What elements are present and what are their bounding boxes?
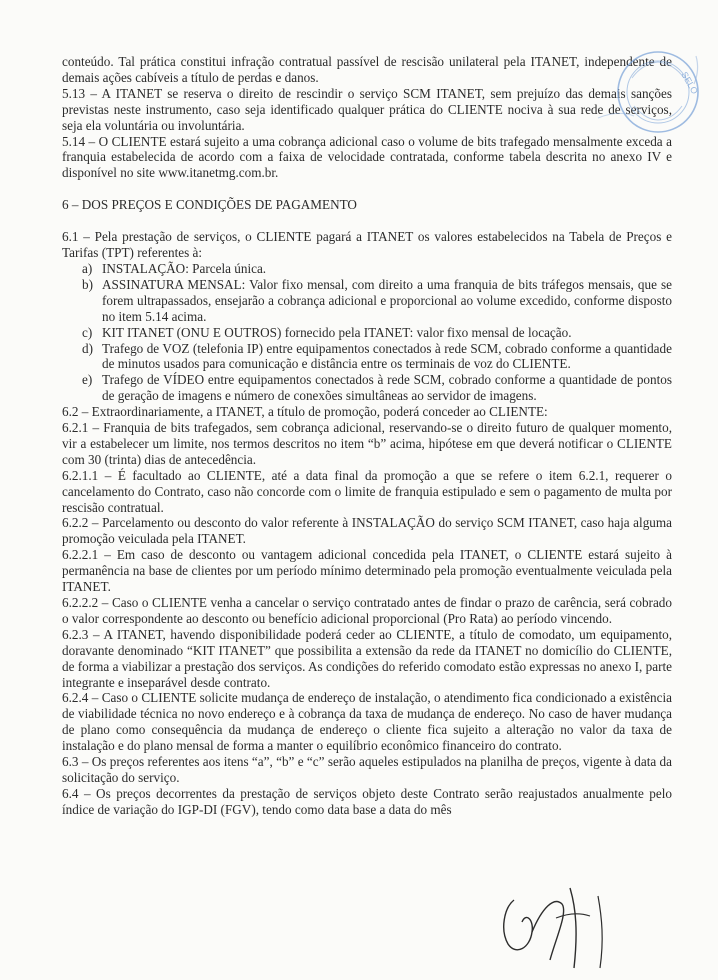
paragraph-6-1: 6.1 – Pela prestação de serviços, o CLIENTE pagará a ITANET os valores estabelecidos na Tabela de Preços e Tarifas (TPT) referentes à:: [62, 229, 672, 261]
paragraph-5-14: 5.14 – O CLIENTE estará sujeito a uma cobrança adicional caso o volume de bits trafegado mensalmente exceda a franquia estabelecida de acordo com a faixa de velocidade contratada, conforme tabela descrita no anexo IV e disponível no site www.itanetmg.com.br.: [62, 133, 672, 181]
list-marker: d): [82, 340, 93, 356]
list-item-text: ASSINATURA MENSAL: Valor fixo mensal, com direito a uma franquia de bits tráfegos mensais, que se forem ultrapassados, ensejarão a cobrança adicional e proporcional ao volume excedido, conforme disposto no item 5.14 acima.: [102, 276, 672, 324]
list-marker: a): [82, 260, 93, 276]
list-item: [62, 341, 672, 373]
paragraph-6-2-2: 6.2.2 – Parcelamento ou desconto do valor referente à INSTALAÇÃO do serviço SCM ITANET, caso haja alguma promoção veiculada pela ITANET.: [62, 515, 672, 547]
list-item-text: KIT ITANET (ONU E OUTROS) fornecido pela ITANET: valor fixo mensal de locação.: [102, 324, 572, 340]
section-title: 6 – DOS PREÇOS E CONDIÇÕES DE PAGAMENTO: [62, 197, 357, 213]
list-item-text: Trafego de VOZ (telefonia IP) entre equipamentos conectados à rede SCM, cobrado conforme a quantidade de minutos usados para comunicação e distância entre os terminais de voz do CLIENTE.: [102, 340, 672, 372]
paragraph-5-12-end: conteúdo. Tal prática constitui infração contratual passível de rescisão unilateral pela ITANET, independente de demais ações cabíveis a título de perdas e danos.: [62, 54, 672, 85]
stamp-text: SELO: [679, 70, 700, 96]
list-item-text: Trafego de VÍDEO entre equipamentos conectados à rede SCM, cobrado conforme a quantidade de pontos de geração de imagens e número de conexões simultâneas ao servidor de imagens.: [102, 372, 672, 404]
list-marker: e): [82, 372, 93, 388]
notary-stamp: [588, 48, 706, 146]
paragraph-6-3: 6.3 – Os preços referentes aos itens “a”, “b” e “c” serão aqueles estipulados na planilha de preços, vigente à data da solicitação do serviço.: [62, 754, 672, 785]
paragraph-6-2-3: 6.2.3 – A ITANET, havendo disponibilidade poderá ceder ao CLIENTE, a título de comodato, um equipamento, doravante denominado “KIT ITANET” que possibilita a extensão da rede da ITANET no domicílio do CLIENTE, de forma a viabilizar a prestação dos serviços. As condições do referido comodato estão expressas no anexo I, parte integrante e inseparável desde contrato.: [62, 626, 672, 690]
list-item: [62, 277, 672, 325]
paragraph-6-2-2-1: 6.2.2.1 – Em caso de desconto ou vantagem adicional concedida pela ITANET, o CLIENTE estará sujeito à permanência na base de clientes por um período mínimo determinado pela promoção eventualmente veiculada pela ITANET.: [62, 547, 672, 595]
paragraph-6-4: 6.4 – Os preços decorrentes da prestação de serviços objeto deste Contrato serão reajustados anualmente pelo índice de variação do IGP-DI (FGV), tendo como data base a data do mês: [62, 785, 672, 817]
document-body: [62, 54, 672, 818]
list-item: [62, 372, 672, 404]
paragraph-5-13: 5.13 – A ITANET se reserva o direito de rescindir o serviço SCM ITANET, sem prejuízo das demais sanções previstas neste instrumento, caso seja identificado qualquer prática do CLIENTE nociva à sua rede de serviços, seja ela voluntária ou involuntária.: [62, 85, 672, 133]
paragraph-6-2-1-1: 6.2.1.1 – É facultado ao CLIENTE, até a data final da promoção a que se refere o item 6.2.1, requerer o cancelamento do Contrato, caso não concorde com o limite de franquia estipulado e sem o pagamento de multa por rescisão contratual.: [62, 467, 672, 515]
paragraph-6-2-4: 6.2.4 – Caso o CLIENTE solicite mudança de endereço de instalação, o atendimento fica condicionado a existência de viabilidade técnica no novo endereço e à cobrança da taxa de mudança de endereço. No caso de haver mudança de plano como consequência da mudança de endereço o cliente fica sujeito a alteração no valor da taxa de instalação e do plano mensal de forma a manter o equilíbrio econômico financeiro do contrato.: [62, 690, 672, 754]
list-item: [62, 325, 672, 341]
paragraph-6-2-2-2: 6.2.2.2 – Caso o CLIENTE venha a cancelar o serviço contratado antes de findar o prazo de carência, será cobrado o valor correspondente ao desconto ou benefício adicional proporcional (Pro Rata) ao período vincendo.: [62, 595, 672, 626]
paragraph-6-2-1: 6.2.1 – Franquia de bits trafegados, sem cobrança adicional, reservando-se o direito futuro de qualquer momento, vir a estabelecer um limite, nos termos descritos no item “b” acima, hipótese em que deverá notificar o CLIENTE com 30 (trinta) dias de antecedência.: [62, 420, 672, 467]
pricing-items-list: [62, 261, 672, 404]
list-marker: b): [82, 276, 93, 292]
list-item: [62, 261, 672, 277]
list-marker: c): [82, 324, 93, 340]
list-item-text: INSTALAÇÃO: Parcela única.: [102, 260, 267, 276]
handwritten-signature: [486, 878, 636, 974]
paragraph-6-2: 6.2 – Extraordinariamente, a ITANET, a título de promoção, poderá conceder ao CLIENTE:: [62, 404, 548, 420]
